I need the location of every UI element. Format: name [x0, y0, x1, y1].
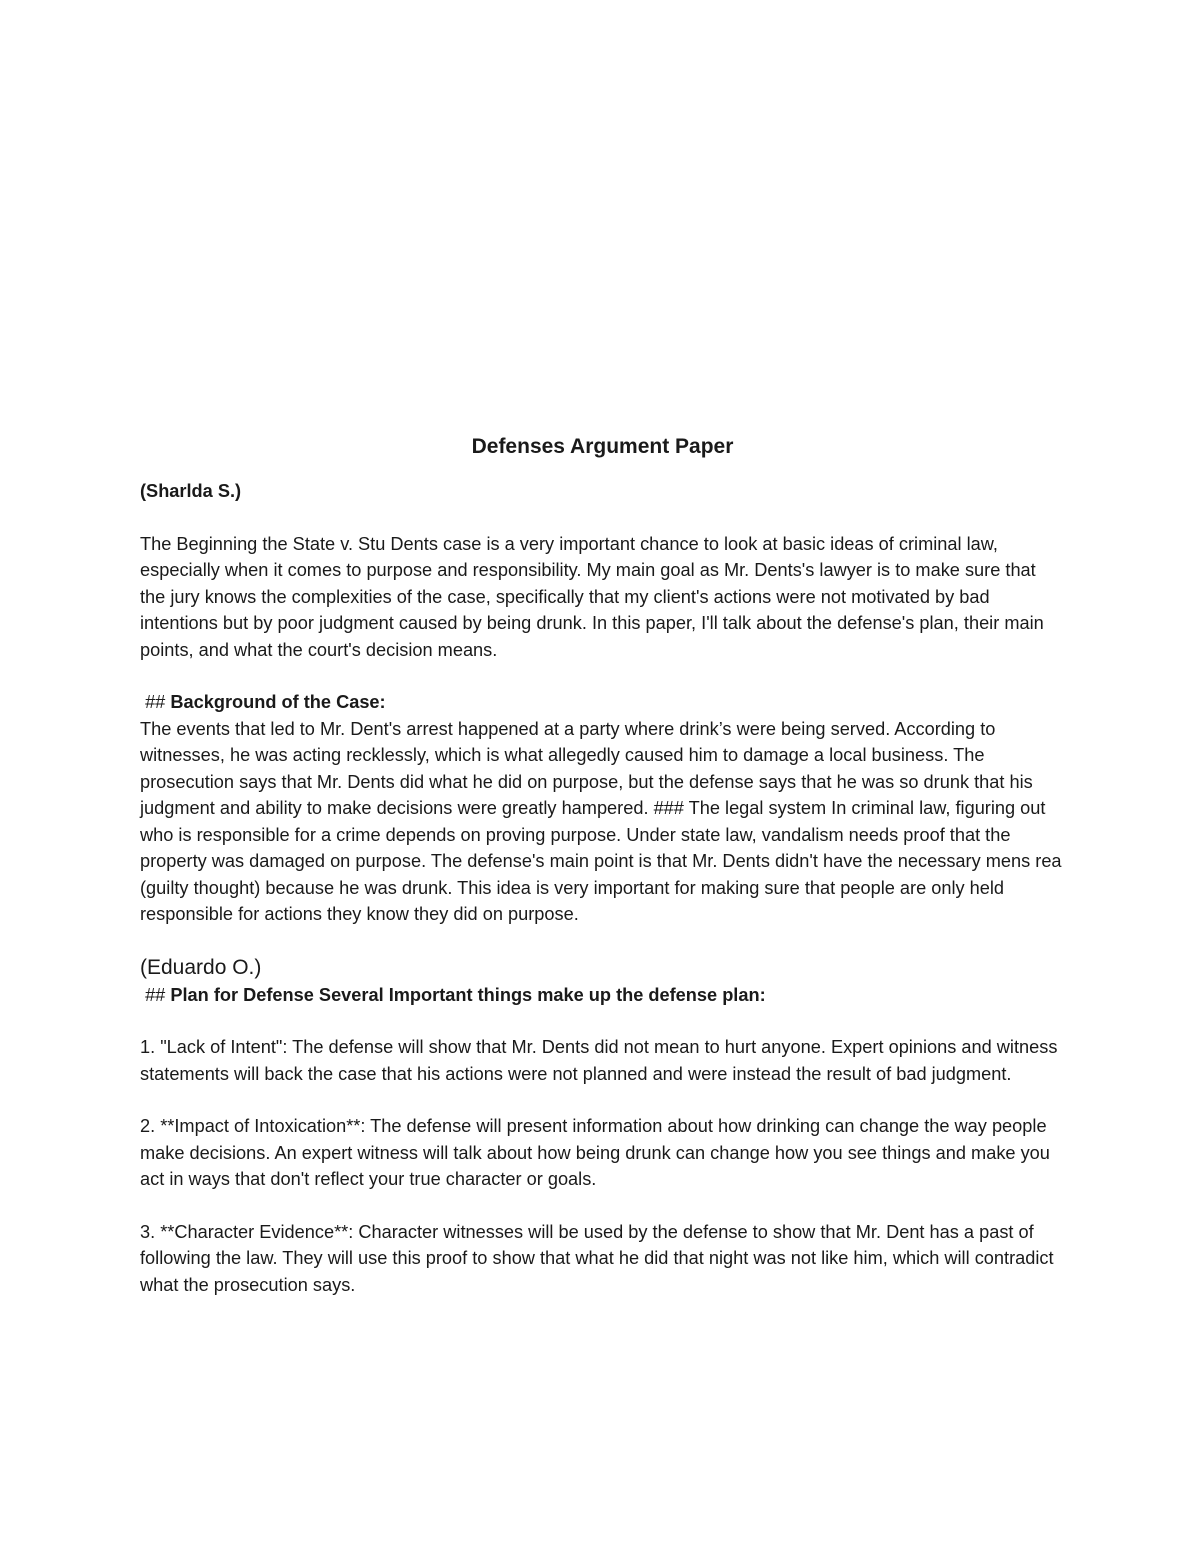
plan-heading-text: Plan for Defense Several Important things make up the defense plan: [170, 984, 766, 1005]
plan-heading [140, 982, 1065, 1009]
background-heading-text: Background of the Case: [170, 692, 386, 712]
plan-item-1: 1. "Lack of Intent": The defense will show that Mr. Dents did not mean to hurt anyone. Expert opinions and witness statements will back the case that his actions were not planned and were instead the result of bad judgment. [140, 1037, 1058, 1084]
document-body [140, 432, 1065, 1324]
plan-item-3: 3. **Character Evidence**: Character witnesses will be used by the defense to show that Mr. Dent has a past of following the law. They will use this proof to show that what he did that night was not like him, which will contradict what the prosecution says. [140, 1221, 1054, 1295]
plan-item-2: 2. **Impact of Intoxication**: The defense will present information about how drinking can change the way people make decisions. An expert witness will talk about how being drunk can change how you see things and make you act in ways that don't reflect your true character or goals. [140, 1116, 1050, 1189]
plan-hash: ## [145, 984, 166, 1005]
spacer [140, 1008, 1065, 1034]
intro-paragraph: The Beginning the State v. Stu Dents case is a very important chance to look at basic ideas of criminal law, especially when it comes to purpose and responsibility. My main goal as Mr. Dents's lawyer is to make sure that the jury knows the complexities of the case, specifically that my client's actions were not motivated by bad intentions but by poor judgment caused by being drunk. In this paper, I'll talk about the defense's plan, their main points, and what the court's decision means. [140, 533, 1044, 660]
author-eduardo: (Eduardo O.) [140, 955, 262, 979]
background-paragraph: The events that led to Mr. Dent's arrest happened at a party where drink’s were being served. According to witnesses, he was acting recklessly, which is what allegedly caused him to damage a local business. The prosecution says that Mr. Dents did what he did on purpose, but the defense says that he was so drunk that his judgment and ability to make decisions were greatly hampered. ### The legal system In criminal law, figuring out who is responsible for a crime depends on proving purpose. Under state law, vandalism needs proof that the property was damaged on purpose. The defense's main point is that Mr. Dents didn't have the necessary mens rea (guilty thought) because he was drunk. This idea is very important for making sure that people are only held responsible for actions they know they did on purpose. [140, 718, 1062, 924]
background-heading [140, 689, 1065, 716]
author-sharlda: (Sharlda S.) [140, 481, 242, 501]
document-title: Defenses Argument Paper [471, 435, 734, 458]
background-hash: ## [145, 692, 166, 712]
